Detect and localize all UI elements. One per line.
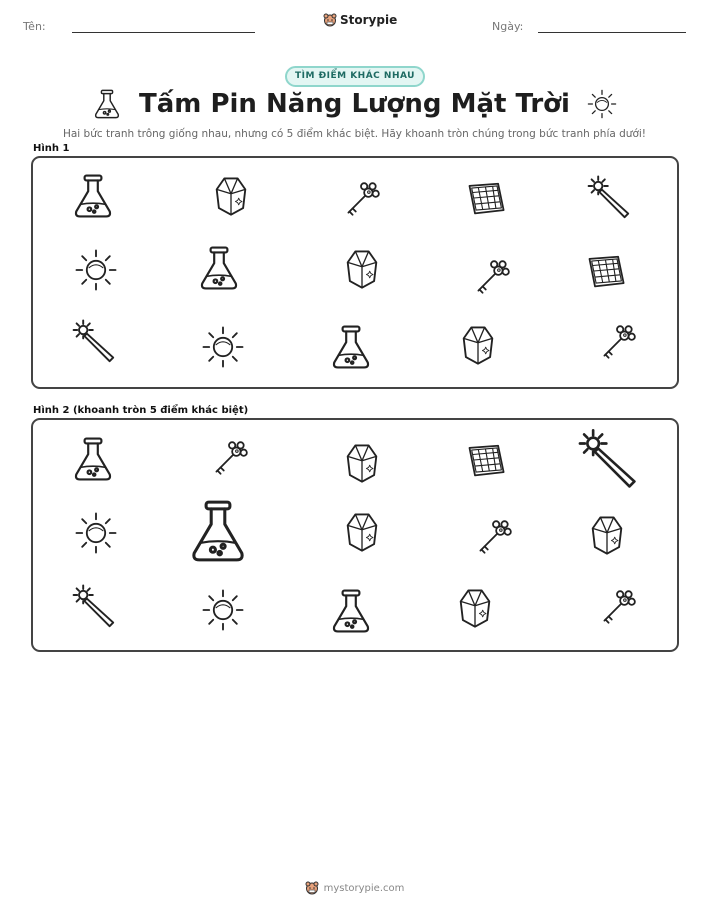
- wand-icon: [70, 318, 118, 366]
- key-icon: [470, 255, 512, 301]
- key-icon: [340, 177, 382, 223]
- solar-panel-icon: [463, 176, 509, 220]
- footer: [0, 881, 709, 895]
- crystal-icon: [340, 507, 384, 557]
- flask-icon: [327, 321, 375, 373]
- key-icon: [208, 436, 250, 482]
- panel2-label: Hình 2 (khoanh tròn 5 điểm khác biệt): [33, 405, 249, 416]
- brand-logo: [323, 13, 397, 27]
- date-line[interactable]: [538, 32, 686, 33]
- name-label: Tên:: [23, 20, 46, 33]
- key-icon: [472, 515, 514, 561]
- flask-icon: [69, 170, 117, 222]
- name-line[interactable]: [72, 32, 255, 33]
- instructions: Hai bức tranh trông giống nhau, nhưng có 5 điểm khác biệt. Hãy khoanh tròn chúng trong bức tranh phía dưới!: [62, 128, 647, 140]
- sun-icon: [586, 88, 618, 120]
- crystal-icon: [209, 171, 253, 221]
- crystal-icon: [456, 320, 500, 370]
- crystal-icon: [453, 583, 497, 633]
- sun-icon: [200, 324, 246, 370]
- flask-icon: [91, 88, 123, 120]
- brand-name: Storypie: [340, 13, 398, 27]
- wand-icon: [574, 427, 642, 493]
- flask-icon: [327, 585, 375, 637]
- wand-icon: [70, 583, 118, 631]
- sun-icon: [73, 510, 119, 556]
- crystal-icon: [340, 244, 384, 294]
- date-label: Ngày:: [492, 20, 524, 33]
- title-row: [0, 88, 709, 120]
- mascot-icon: [323, 13, 337, 27]
- solar-panel-icon: [463, 438, 509, 482]
- flask-icon: [195, 242, 243, 294]
- key-icon: [596, 320, 638, 366]
- flask-icon: [69, 433, 117, 485]
- panel1-label: Hình 1: [33, 143, 70, 154]
- solar-panel-icon: [583, 249, 629, 293]
- crystal-icon: [340, 438, 384, 488]
- sun-icon: [200, 587, 246, 633]
- page-title: Tấm Pin Năng Lượng Mặt Trời: [139, 89, 570, 119]
- wand-icon: [585, 174, 633, 222]
- footer-url: mystorypie.com: [323, 882, 405, 894]
- mascot-icon: [305, 881, 319, 895]
- sun-icon: [73, 247, 119, 293]
- activity-badge: TÌM ĐIỂM KHÁC NHAU: [285, 66, 425, 87]
- crystal-icon: [585, 510, 629, 560]
- flask-icon: [184, 494, 252, 568]
- key-icon: [596, 585, 638, 631]
